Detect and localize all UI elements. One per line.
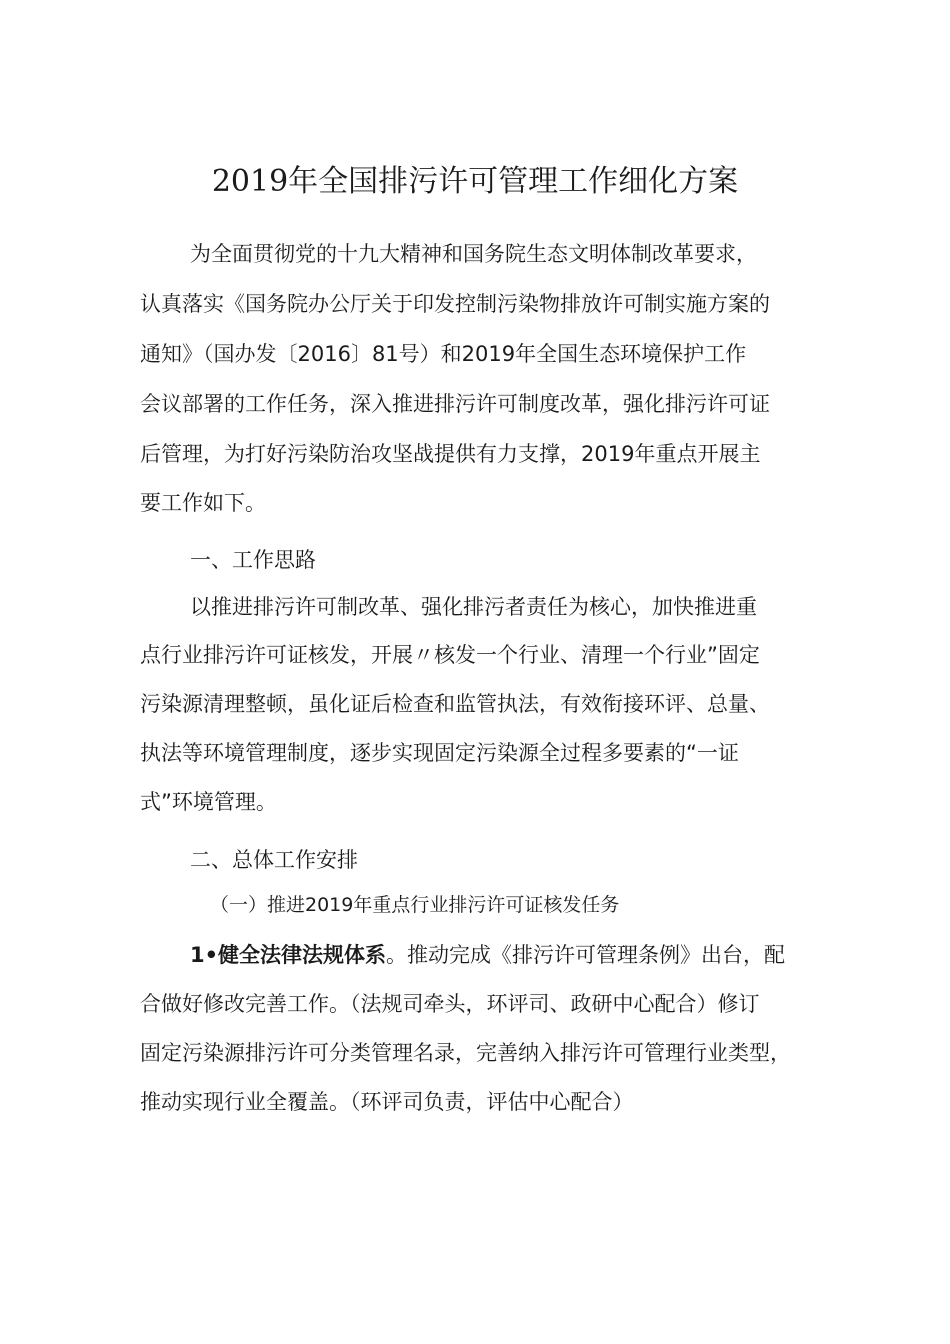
section1-line-3: 污染源清理整顿，虽化证后检查和监管执法，有效衔接环评、总量、 bbox=[140, 692, 770, 716]
item1-label: 1•健全法律法规体系 bbox=[190, 943, 387, 967]
intro-line-1: 为全面贯彻党的十九大精神和国务院生态文明体制改革要求， bbox=[190, 242, 757, 266]
section1-line-5: 式”环境管理。 bbox=[140, 790, 277, 814]
item1-first-line bbox=[190, 940, 785, 970]
intro-line-4: 会议部署的工作任务，深入推进排污许可制度改革，强化排污许可证 bbox=[140, 392, 770, 416]
intro-line-3: 通知》（国办发〔2016〕81号）和2019年全国生态环境保护工作 bbox=[140, 342, 747, 366]
intro-line-6: 要工作如下。 bbox=[140, 491, 266, 515]
subsection1-heading: （一）推进2019年重点行业排污许可证核发任务 bbox=[210, 894, 620, 916]
item1-first-text: 。推动完成《排污许可管理条例》出台，配 bbox=[386, 943, 786, 967]
item1-line-2: 合做好修改完善工作。（法规司牵头，环评司、政研中心配合）修订 bbox=[140, 992, 760, 1016]
section1-line-4: 执法等环境管理制度，逐步实现固定污染源全过程多要素的“一证 bbox=[140, 741, 739, 765]
intro-line-2: 认真落实《国务院办公厅关于印发控制污染物排放许可制实施方案的 bbox=[140, 292, 770, 316]
section1-line-1: 以推进排污许可制改革、强化排污者责任为核心，加快推进重 bbox=[190, 595, 757, 619]
intro-line-5: 后管理，为打好污染防治攻坚战提供有力支撑，2019年重点开展主 bbox=[140, 442, 761, 466]
document-title: 2019年全国排污许可管理工作细化方案 bbox=[211, 164, 739, 199]
item1-line-3: 固定污染源排污许可分类管理名录，完善纳入排污许可管理行业类型， bbox=[140, 1041, 791, 1065]
section1-line-2: 点行业排污许可证核发，开展〃核发一个行业、清理一个行业”固定 bbox=[140, 643, 760, 667]
section2-heading: 二、总体工作安排 bbox=[190, 848, 358, 872]
item1-line-4: 推动实现行业全覆盖。（环评司负责，评估中心配合） bbox=[140, 1090, 634, 1114]
section1-heading: 一、工作思路 bbox=[190, 548, 316, 572]
